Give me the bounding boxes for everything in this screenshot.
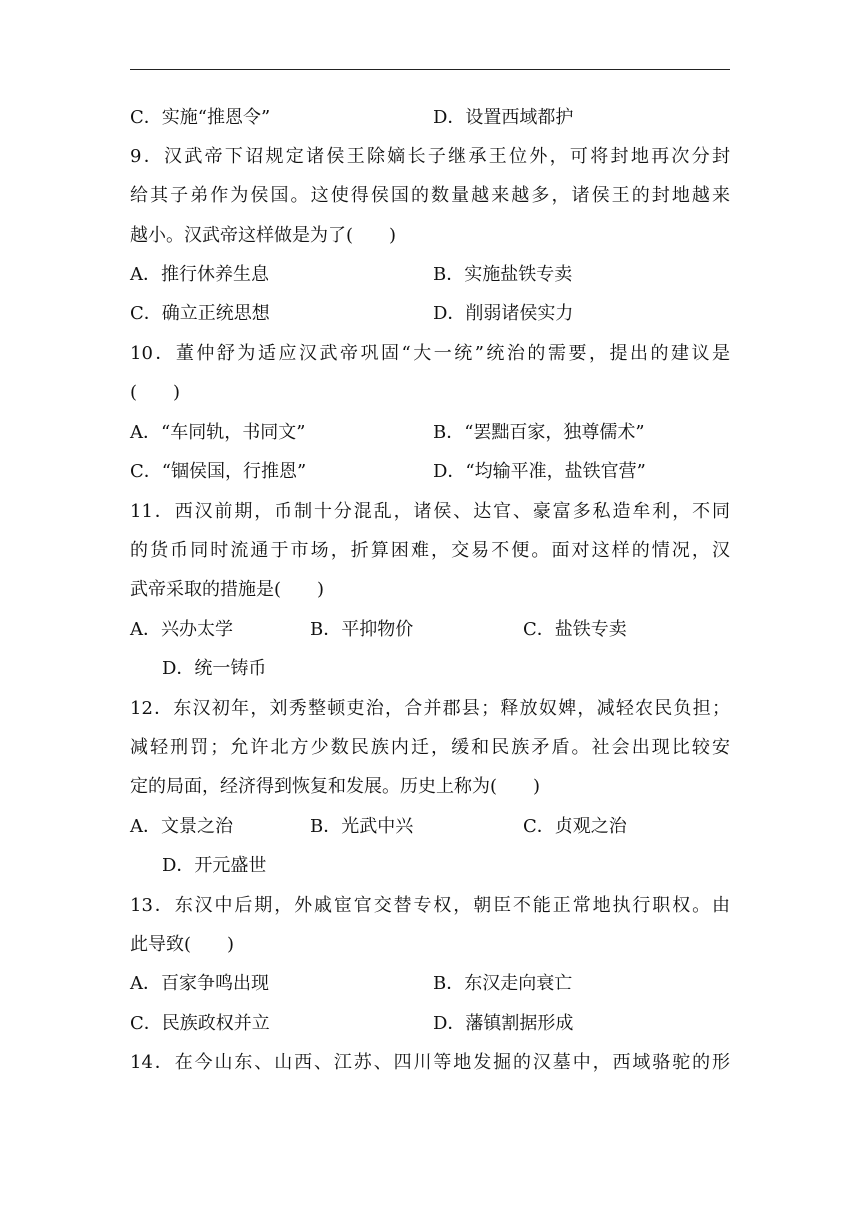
q12-option-a: A．文景之治 (130, 816, 233, 837)
q11-stem-line-2: 的货币同时流通于市场，折算困难，交易不便。面对这样的情况，汉 (130, 540, 730, 561)
q10-stem-line-2: ( ) (130, 382, 181, 403)
q12-option-d: D．开元盛世 (162, 855, 267, 876)
q10-option-a: A．“车同轨，书同文” (130, 422, 306, 443)
q11-option-a: A．兴办太学 (130, 619, 233, 640)
q8-option-d: D．设置西域都护 (433, 107, 574, 128)
q9-stem-line-3: 越小。汉武帝这样做是为了( ) (130, 225, 397, 246)
q13-option-a: A．百家争鸣出现 (130, 973, 269, 994)
q10-stem-line-1: 10．董仲舒为适应汉武帝巩固“大一统”统治的需要，提出的建议是 (130, 343, 730, 364)
q9-option-d: D．削弱诸侯实力 (433, 303, 574, 324)
q11-option-c: C．盐铁专卖 (523, 619, 627, 640)
q9-stem-line-1: 9．汉武帝下诏规定诸侯王除嫡长子继承王位外，可将封地再次分封 (130, 146, 730, 167)
q13-option-d: D．藩镇割据形成 (433, 1013, 574, 1034)
q12-stem-line-1: 12．东汉初年，刘秀整顿吏治，合并郡县；释放奴婢，减轻农民负担； (130, 698, 730, 719)
q13-option-c: C．民族政权并立 (130, 1013, 270, 1034)
q14-stem-line-1: 14．在今山东、山西、江苏、四川等地发掘的汉墓中，西域骆驼的形 (130, 1052, 730, 1073)
q9-option-b: B．实施盐铁专卖 (433, 264, 573, 285)
q9-stem-line-2: 给其子弟作为侯国。这使得侯国的数量越来越多，诸侯王的封地越来 (130, 185, 730, 206)
q10-option-d: D．“均输平准，盐铁官营” (433, 461, 646, 482)
q12-stem-line-2: 减轻刑罚；允许北方少数民族内迁，缓和民族矛盾。社会出现比较安 (130, 737, 730, 758)
q12-stem-line-3: 定的局面，经济得到恢复和发展。历史上称为( ) (130, 776, 541, 797)
q9-option-a: A．推行休养生息 (130, 264, 269, 285)
q13-option-b: B．东汉走向衰亡 (433, 973, 573, 994)
q12-option-c: C．贞观之治 (523, 816, 627, 837)
q9-option-c: C．确立正统思想 (130, 303, 270, 324)
q12-option-b: B．光武中兴 (310, 816, 414, 837)
q11-stem-line-3: 武帝采取的措施是( ) (130, 579, 325, 600)
q13-stem-line-1: 13．东汉中后期，外戚宦官交替专权，朝臣不能正常地执行职权。由 (130, 895, 730, 916)
q11-option-b: B．平抑物价 (310, 619, 414, 640)
q11-option-d: D．统一铸币 (162, 658, 267, 679)
q11-stem-line-1: 11．西汉前期，币制十分混乱，诸侯、达官、豪富多私造牟利，不同 (130, 501, 730, 522)
q8-option-c: C．实施“推恩令” (130, 107, 271, 128)
header-rule (130, 69, 730, 70)
q10-option-c: C．“锢侯国，行推恩” (130, 461, 307, 482)
q10-option-b: B．“罢黜百家，独尊儒术” (433, 422, 645, 443)
q13-stem-line-2: 此导致( ) (130, 934, 235, 955)
